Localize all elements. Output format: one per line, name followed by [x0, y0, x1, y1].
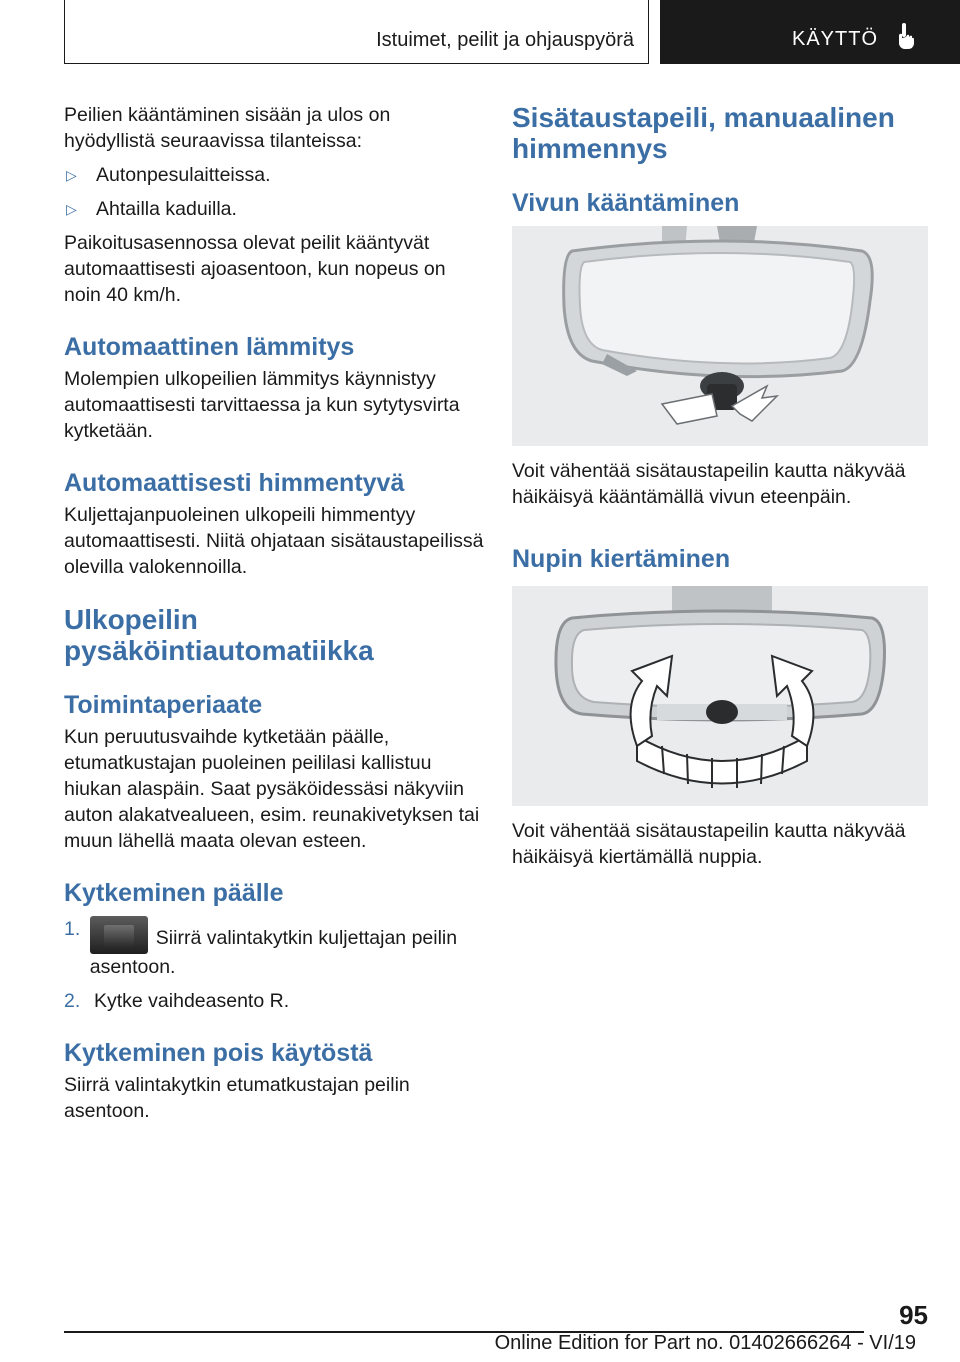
header-section-box: [64, 0, 649, 64]
edition-text: Online Edition for Part no. 01402666264 - VI/19: [494, 1332, 916, 1354]
header-chapter-tab[interactable]: [660, 0, 960, 64]
lever-text: Voit vähentää sisätaustapeilin kautta näkyvää häikäisyä kääntämällä vivun eteenpäin.: [512, 460, 906, 508]
parking-position-text: Paikoitusasennossa olevat peilit kääntyvät automaattisesti ajoasentoon, kun nopeus on noin 40 km/h.: [64, 232, 446, 306]
switch-on-heading: Kytkeminen päälle: [64, 879, 284, 907]
step-item: [64, 916, 484, 980]
mirror-lever-illustration: [512, 226, 928, 446]
dimming-text: Kuljettajanpuoleinen ulkopeili himmentyy automaattisesti. Niitä ohjataan sisätaustapeilissä olevilla valokennoilla.: [64, 504, 484, 578]
principle-heading: Toimintaperiaate: [64, 691, 263, 719]
step-number: 1.: [64, 918, 81, 940]
intro-text: Peilien kääntäminen sisään ja ulos on hyödyllistä seuraavissa tilanteissa:: [64, 104, 391, 152]
bullet-text: Autonpesulaitteissa.: [96, 164, 271, 186]
bullet-text: Ahtailla kaduilla.: [96, 198, 237, 220]
right-column: [512, 102, 928, 870]
chapter-label: KÄYTTÖ: [792, 28, 879, 50]
list-item: [64, 162, 484, 188]
step-text: Siirrä valintakytkin kuljettajan peilin asentoon.: [89, 927, 458, 978]
list-item: [64, 196, 484, 222]
heating-heading: Automaattinen lämmitys: [64, 333, 355, 361]
hand-pointer-icon: [896, 22, 916, 50]
step-text: Kytke vaihdeasento R.: [94, 990, 290, 1012]
mirror-knob-illustration: [512, 586, 928, 806]
parking-function-heading: Ulkopeilin pysäköintiautomatiikka: [64, 604, 374, 666]
step-item: [64, 988, 484, 1014]
switch-off-text: Siirrä valintakytkin etumatkustajan peilin asentoon.: [64, 1074, 410, 1122]
dimming-heading: Automaattisesti himmentyvä: [64, 469, 405, 497]
step-number: 2.: [64, 990, 81, 1012]
triangle-bullet-icon: ▷: [66, 167, 77, 183]
section-title: Istuimet, peilit ja ohjauspyörä: [376, 29, 634, 51]
lever-heading: Vivun kääntäminen: [512, 189, 740, 217]
knob-heading: Nupin kiertäminen: [512, 545, 731, 573]
triangle-bullet-icon: ▷: [66, 201, 77, 217]
page-number: 95: [899, 1300, 928, 1330]
interior-mirror-heading: Sisätaustapeili, manuaalinen himmennys: [512, 102, 895, 164]
switch-off-heading: Kytkeminen pois käytöstä: [64, 1039, 373, 1067]
knob-text: Voit vähentää sisätaustapeilin kautta näkyvää häikäisyä kiertämällä nuppia.: [512, 820, 906, 868]
left-column: [64, 102, 484, 1124]
mirror-selector-button-icon: [90, 916, 148, 954]
heating-text: Molempien ulkopeilien lämmitys käynnistyy automaattisesti tarvittaessa ja kun sytytysvirta kytketään.: [64, 368, 460, 442]
principle-text: Kun peruutusvaihde kytketään päälle, etumatkustajan puoleinen peililasi kallistuu hiukan alaspäin. Saat pysäköidessäsi näkyviin auton alakatvealueen, esim. reunakivetyksen tai muun lähellä maata olevan esteen.: [64, 726, 480, 852]
